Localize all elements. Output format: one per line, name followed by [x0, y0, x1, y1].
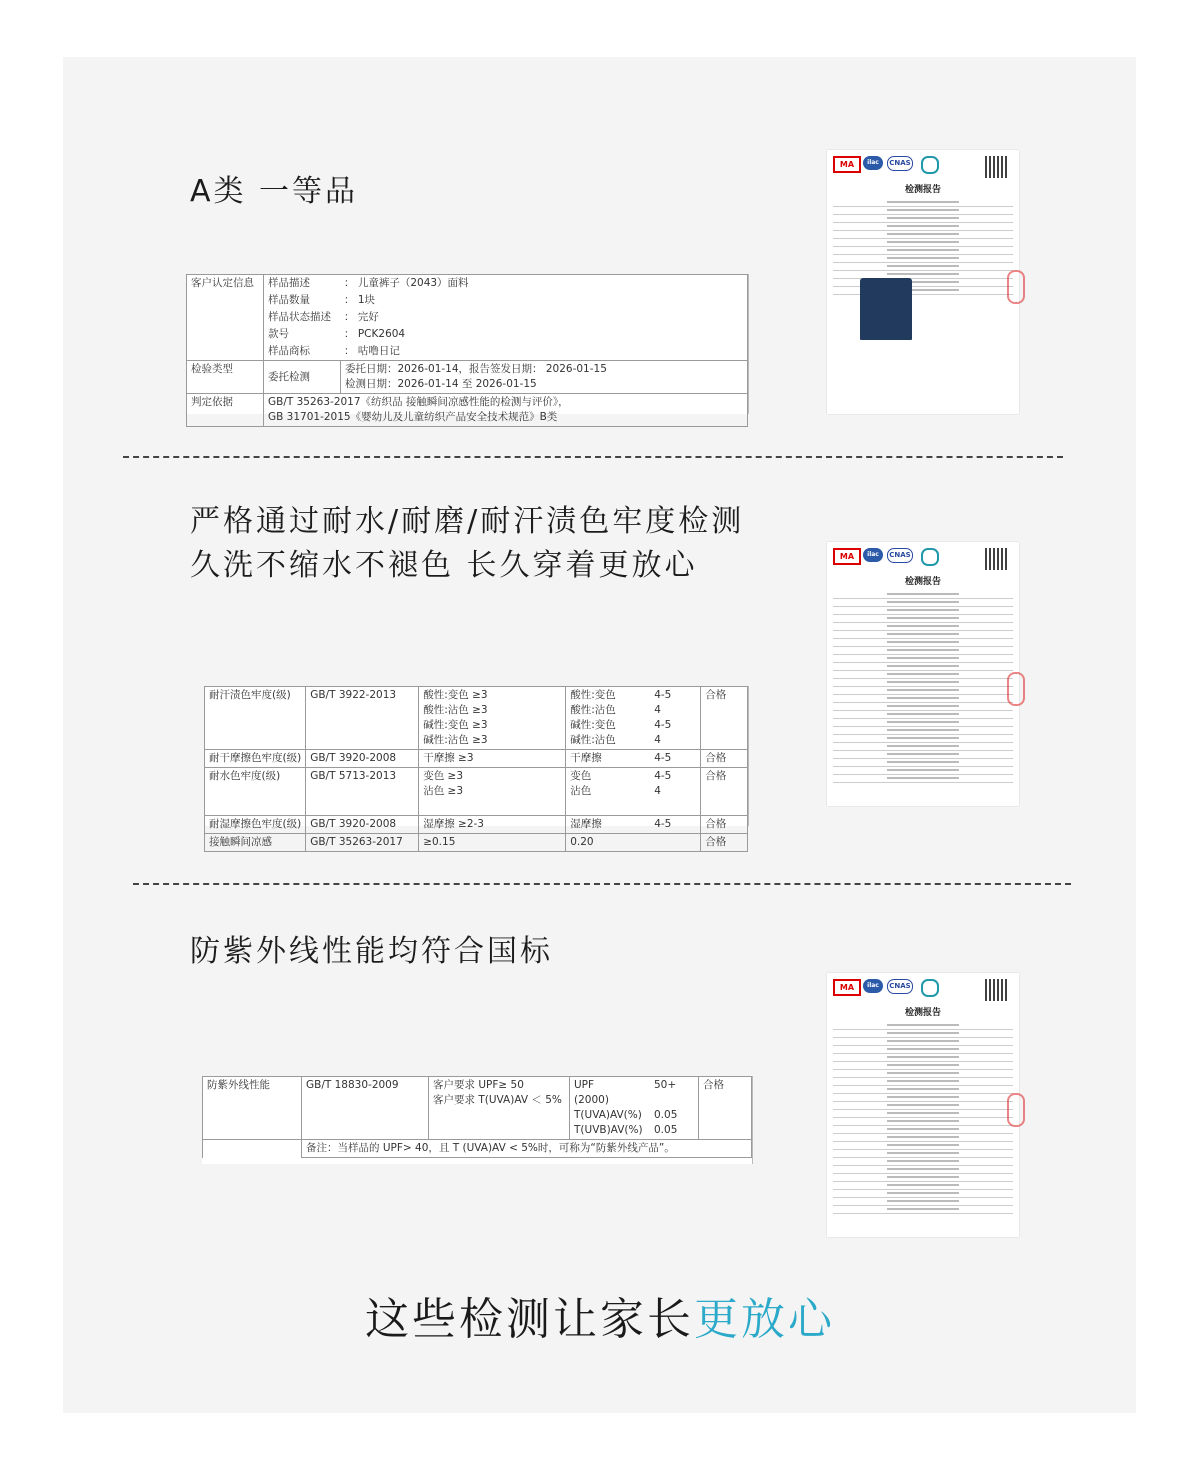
report-title: 检测报告	[904, 577, 941, 587]
row-label: 客户认定信息	[187, 275, 264, 361]
ilac-logo-icon: ilac	[863, 156, 883, 170]
section-divider	[123, 456, 1063, 458]
cma-logo-icon: MA	[833, 979, 861, 996]
table-row: 耐湿摩擦色牢度(级) GB/T 3920-2008 湿摩擦 ≥2-3 湿摩擦 4-5 合格	[205, 816, 748, 834]
ilac-logo-icon: ilac	[863, 548, 883, 562]
sample-info-snippet: 客户认定信息 样品描述 ： 儿童裤子（2043）面料 样品数量 ： 1块 样品状态描述 ： 完好 款号 ： PCK2604 样品商标 ： 咕噜日记 检验类型 委托检测 委托日期：2026-01-14，报告签发日期： 2026-01-15 检测日期：2026-01-14 至 2026-01-15 判定依据 GB/T 35263-2017《纺织品 接触瞬间凉感性能的检测与评价》， GB 31701-2015《婴幼儿及儿童纺织产品安全技术规范》B类	[186, 274, 749, 414]
uv-note: 备注：当样品的 UPF> 40，且 T (UVA)AV < 5%时，可称为“防紫外线产品”。	[302, 1140, 752, 1158]
table-row	[203, 1140, 752, 1158]
cnas-logo-icon: CNAS	[887, 156, 913, 171]
seal-logo-icon	[921, 979, 939, 997]
cnas-logo-icon: CNAS	[887, 548, 913, 563]
fastness-table-snippet	[204, 686, 749, 848]
report-title: 检测报告	[904, 185, 941, 195]
section-heading-fastness: 严格通过耐水/耐磨/耐汗渍色牢度检测 久洗不缩水不褪色 长久穿着更放心	[190, 504, 745, 583]
ilac-logo-icon: ilac	[863, 979, 883, 993]
seal-logo-icon	[921, 548, 939, 566]
section-heading-grade: A类 一等品	[190, 174, 359, 209]
row-label: 判定依据	[187, 394, 264, 427]
table-row: 耐干摩擦色牢度(级) GB/T 3920-2008 干摩擦 ≥3 干摩擦 4-5 合格	[205, 750, 748, 768]
table-row: 接触瞬间凉感 GB/T 35263-2017 ≥0.15 0.20 合格	[205, 834, 748, 852]
table-row: 耐汗渍色牢度(级) GB/T 3922-2013 酸性:变色 ≥3 酸性:沾色 ≥3 碱性:变色 ≥3 碱性:沾色 ≥3 酸性:变色 酸性:沾色 碱性:变色 碱性:沾色 4-5 4 4-5 4 合格	[205, 687, 748, 750]
section-divider	[133, 883, 1071, 885]
row-label: 检验类型	[187, 361, 264, 394]
qr-code-icon	[985, 156, 1007, 178]
red-stamp-icon	[1007, 1093, 1025, 1127]
qr-code-icon	[985, 548, 1007, 570]
report-title: 检测报告	[904, 1008, 941, 1018]
test-report-thumbnail	[827, 973, 1019, 1237]
section-heading-uv: 防紫外线性能均符合国标	[190, 934, 553, 969]
red-stamp-icon	[1007, 672, 1025, 706]
test-report-thumbnail	[827, 150, 1019, 414]
fabric-sample-photo	[860, 278, 912, 340]
test-report-thumbnail	[827, 542, 1019, 806]
red-stamp-icon	[1007, 270, 1025, 304]
closing-slogan: 这些检测让家长更放心	[365, 1294, 835, 1345]
cma-logo-icon: MA	[833, 548, 861, 565]
table-row: 耐水色牢度(级) GB/T 5713-2013 变色 ≥3 沾色 ≥3 变色 沾色 4-5 4 合格	[205, 768, 748, 816]
slogan-highlight: 更放心	[694, 1294, 835, 1345]
cma-logo-icon: MA	[833, 156, 861, 173]
qr-code-icon	[985, 979, 1007, 1001]
table-row: 防紫外线性能 GB/T 18830-2009 客户要求 UPF≥ 50 客户要求 T(UVA)AV ＜ 5% UPF (2000) T(UVA)AV(%) T(UVB)AV(%) 50+ 0.05 0.05 合格	[203, 1077, 752, 1140]
cnas-logo-icon: CNAS	[887, 979, 913, 994]
seal-logo-icon	[921, 156, 939, 174]
uv-table-snippet	[202, 1076, 753, 1164]
